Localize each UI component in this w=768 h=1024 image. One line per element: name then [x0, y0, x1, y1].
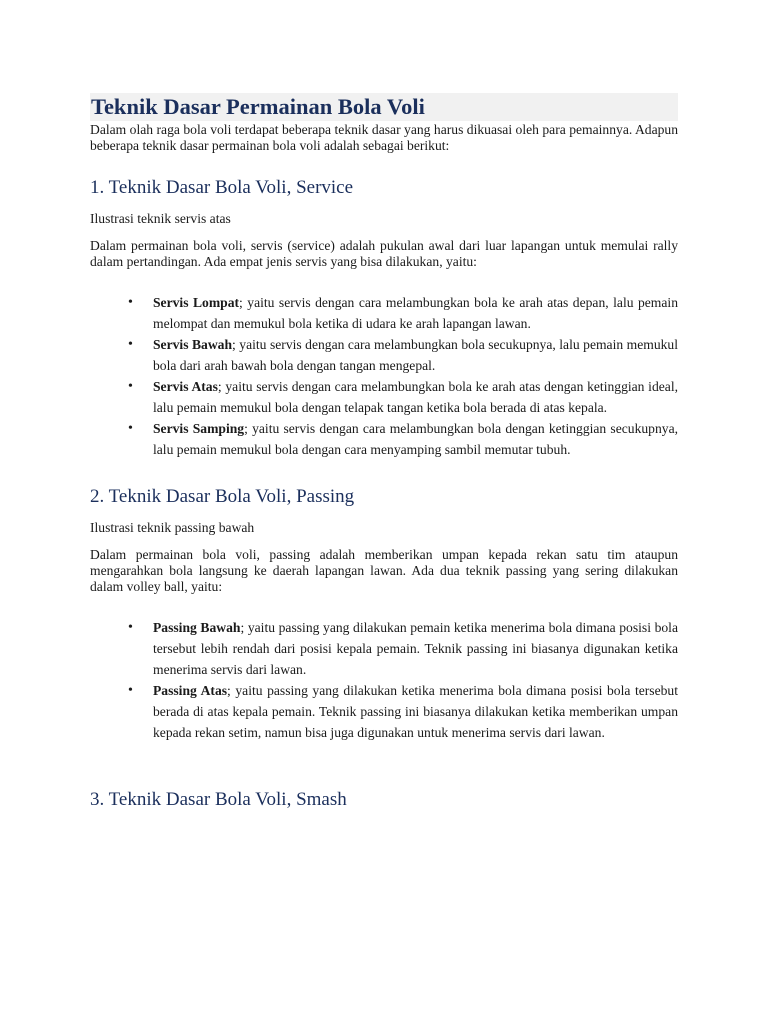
list-item-term: Passing Bawah — [153, 620, 241, 635]
intro-paragraph: Dalam olah raga bola voli terdapat beberapa teknik dasar yang harus dikuasai oleh para pemainnya. Adapun beberapa teknik dasar permainan bola voli adalah sebagai berikut: — [90, 122, 678, 153]
bullet-icon: • — [128, 295, 133, 310]
section-heading-smash: 3. Teknik Dasar Bola Voli, Smash — [90, 789, 347, 810]
list-item-text: ; yaitu servis dengan cara melambungkan bola ke arah atas dengan ketinggian ideal, lalu pemain memukul bola dengan telapak tangan ketika bola berada di atas kepala. — [153, 379, 678, 415]
list-item — [90, 334, 678, 376]
list-item — [90, 292, 678, 334]
list-item-text: ; yaitu passing yang dilakukan pemain ketika menerima bola dimana posisi bola tersebut lebih rendah dari posisi kepala pemain. Teknik passing ini biasanya digunakan ketika menerima servis dari lawan. — [153, 620, 678, 677]
list-item-text: ; yaitu passing yang dilakukan ketika menerima bola dimana posisi bola tersebut berada di atas kepala pemain. Teknik passing ini biasanya dilakukan ketika memberikan umpan kepada rekan setim, namun bisa juga digunakan untuk menerima servis dari lawan. — [153, 683, 678, 740]
list-item-term: Servis Samping — [153, 421, 245, 436]
list-item — [90, 680, 678, 743]
list-item-term: Servis Bawah — [153, 337, 233, 352]
list-item-term: Servis Atas — [153, 379, 218, 394]
list-item — [90, 418, 678, 460]
service-list — [90, 292, 678, 460]
list-item-text: ; yaitu servis dengan cara melambungkan bola dengan ketinggian secukupnya, lalu pemain memukul bola dengan cara menyamping sambil memutar tubuh. — [153, 421, 679, 457]
bullet-icon: • — [128, 620, 133, 635]
page-title: Teknik Dasar Permainan Bola Voli — [90, 93, 678, 121]
service-paragraph: Dalam permainan bola voli, servis (service) adalah pukulan awal dari luar lapangan untuk memulai rally dalam pertandingan. Ada empat jenis servis yang bisa dilakukan, yaitu: — [90, 238, 678, 269]
list-item-text: ; yaitu servis dengan cara melambungkan bola secukupnya, lalu pemain memukul bola dari arah bawah bola dengan tangan mengepal. — [153, 337, 678, 373]
list-item-term: Passing Atas — [153, 683, 228, 698]
list-item — [90, 617, 678, 680]
document-page — [90, 93, 678, 812]
bullet-icon: • — [128, 683, 133, 698]
passing-paragraph: Dalam permainan bola voli, passing adalah memberikan umpan kepada rekan satu tim ataupun mengarahkan bola langsung ke daerah lapangan lawan. Ada dua teknik passing yang sering dilakukan dalam volley ball, yaitu: — [90, 547, 678, 594]
list-item — [90, 376, 678, 418]
section-heading-passing: 2. Teknik Dasar Bola Voli, Passing — [90, 486, 355, 507]
image-caption-passing: Ilustrasi teknik passing bawah — [90, 520, 255, 535]
section-heading-service: 1. Teknik Dasar Bola Voli, Service — [90, 177, 354, 198]
bullet-icon: • — [128, 379, 133, 394]
passing-list — [90, 617, 678, 743]
bullet-icon: • — [128, 421, 133, 436]
list-item-term: Servis Lompat — [153, 295, 240, 310]
bullet-icon: • — [128, 337, 133, 352]
list-item-text: ; yaitu servis dengan cara melambungkan bola ke arah atas depan, lalu pemain melompat dan memukul bola ketika di udara ke arah lapangan lawan. — [153, 295, 678, 331]
image-caption-service: Ilustrasi teknik servis atas — [90, 211, 231, 226]
